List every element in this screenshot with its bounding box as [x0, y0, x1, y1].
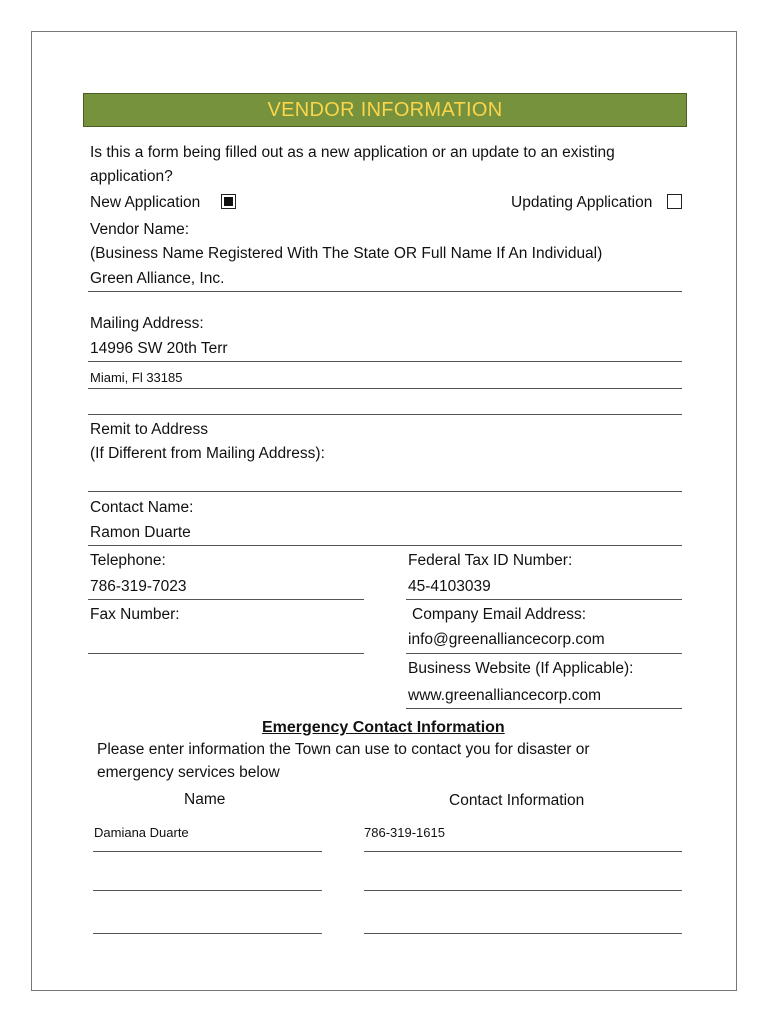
emergency-instructions-line1: Please enter information the Town can use to contact you for disaster or — [97, 741, 590, 758]
emergency-contact-heading: Emergency Contact Information — [262, 719, 505, 736]
emergency-name-underline-3 — [93, 933, 322, 934]
emergency-contact-underline-2 — [364, 890, 682, 891]
vendor-name-underline — [88, 291, 682, 292]
updating-application-checkbox[interactable] — [667, 194, 682, 209]
emergency-name-field-1[interactable]: Damiana Duarte — [94, 825, 189, 840]
remit-address-note: (If Different from Mailing Address): — [90, 445, 325, 462]
telephone-underline — [88, 599, 364, 600]
federal-tax-id-field[interactable]: 45-4103039 — [408, 578, 491, 595]
emergency-name-underline-2 — [93, 890, 322, 891]
vendor-information-header: VENDOR INFORMATION — [83, 93, 687, 127]
contact-name-underline — [88, 545, 682, 546]
fax-number-underline — [88, 653, 364, 654]
telephone-label: Telephone: — [90, 552, 166, 569]
vendor-name-field[interactable]: Green Alliance, Inc. — [90, 270, 225, 287]
emergency-instructions-line2: emergency services below — [97, 764, 280, 781]
mailing-address-line2-field[interactable]: Miami, Fl 33185 — [90, 370, 183, 385]
vendor-name-note: (Business Name Registered With The State OR Full Name If An Individual) — [90, 245, 603, 262]
application-question-line1: Is this a form being filled out as a new application or an update to an existing — [90, 144, 615, 161]
company-email-underline — [406, 653, 682, 654]
emergency-name-underline-1 — [93, 851, 322, 852]
emergency-name-column-header: Name — [184, 791, 226, 808]
federal-tax-id-underline — [406, 599, 682, 600]
updating-application-label: Updating Application — [511, 194, 653, 211]
mailing-line3-underline — [88, 414, 682, 415]
new-application-checkbox[interactable] — [221, 194, 236, 209]
business-website-label: Business Website (If Applicable): — [408, 660, 634, 677]
new-application-label: New Application — [90, 194, 201, 211]
mailing-line1-underline — [88, 361, 682, 362]
mailing-line2-underline — [88, 388, 682, 389]
business-website-underline — [406, 708, 682, 709]
contact-name-label: Contact Name: — [90, 499, 194, 516]
emergency-contact-field-1[interactable]: 786-319-1615 — [364, 825, 445, 840]
remit-address-underline — [88, 491, 682, 492]
telephone-field[interactable]: 786-319-7023 — [90, 578, 187, 595]
company-email-label: Company Email Address: — [412, 606, 587, 623]
business-website-field[interactable]: www.greenalliancecorp.com — [408, 687, 601, 704]
federal-tax-id-label: Federal Tax ID Number: — [408, 552, 573, 569]
mailing-address-label: Mailing Address: — [90, 315, 204, 332]
application-question-line2: application? — [90, 168, 173, 185]
vendor-name-label: Vendor Name: — [90, 221, 190, 238]
contact-name-field[interactable]: Ramon Duarte — [90, 524, 191, 541]
remit-address-label: Remit to Address — [90, 421, 209, 438]
fax-number-label: Fax Number: — [90, 606, 180, 623]
emergency-contact-underline-3 — [364, 933, 682, 934]
emergency-contact-column-header: Contact Information — [449, 792, 585, 809]
company-email-field[interactable]: info@greenalliancecorp.com — [408, 631, 605, 648]
mailing-address-line1-field[interactable]: 14996 SW 20th Terr — [90, 340, 228, 357]
emergency-contact-underline-1 — [364, 851, 682, 852]
